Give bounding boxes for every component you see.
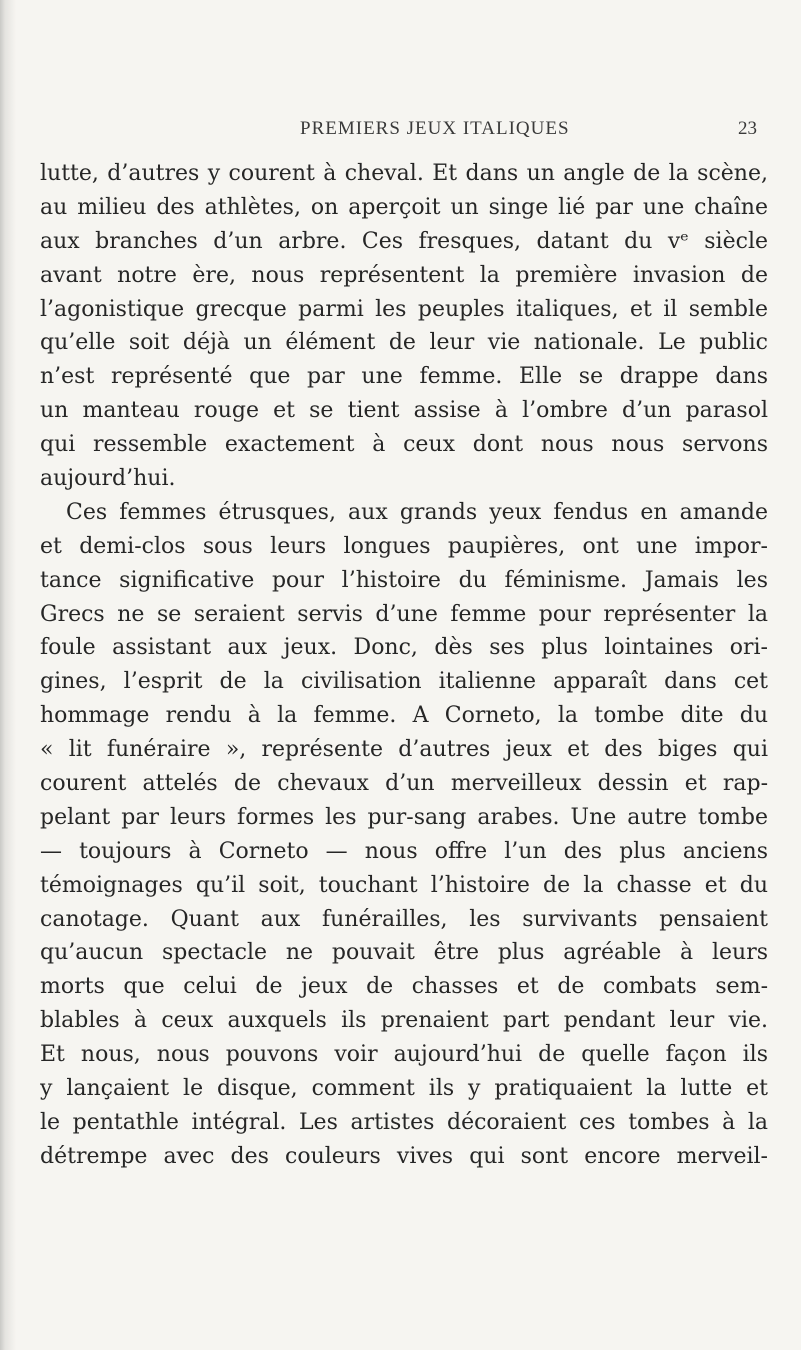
text-line: foule assistant aux jeux. Donc, dès ses plus lointaines ori- (40, 635, 768, 661)
body-text (40, 157, 768, 1174)
text-line: tance significative pour l’histoire du féminisme. Jamais les (40, 567, 768, 593)
text-line: n’est représenté que par une femme. Elle se drappe dans (40, 364, 768, 390)
text-line: « lit funéraire », représente d’autres jeux et des biges qui (40, 737, 768, 763)
text-line: courent attelés de chevaux d’un merveilleux dessin et rap- (40, 771, 768, 797)
text-line: blables à ceux auxquels ils prenaient part pendant leur vie. (40, 1008, 768, 1034)
running-head: PREMIERS JEUX ITALIQUES (300, 118, 570, 139)
page-number: 23 (738, 118, 757, 139)
text-line: un manteau rouge et se tient assise à l’ombre d’un parasol (40, 398, 768, 424)
text-line: lutte, d’autres y courent à cheval. Et dans un angle de la scène, (40, 161, 768, 186)
text-line: l’agonistique grecque parmi les peuples italiques, et il semble (40, 296, 768, 322)
text-line-paragraph-end: aujourd’hui. (40, 466, 176, 492)
text-line: gines, l’esprit de la civilisation italienne apparaît dans cet (40, 669, 768, 695)
text-line: avant notre ère, nous représentent la première invasion de (40, 262, 768, 288)
text-line-paragraph-start: Ces femmes étrusques, aux grands yeux fendus en amande (66, 499, 768, 525)
text-line: qui ressemble exactement à ceux dont nous nous servons (40, 432, 768, 458)
text-line: pelant par leurs formes les pur-sang arabes. Une autre tombe (40, 804, 768, 830)
text-line: au milieu des athlètes, on aperçoit un singe lié par une chaîne (40, 194, 768, 220)
page-header (0, 118, 801, 148)
text-line: et demi-clos sous leurs longues paupières, ont une impor- (40, 533, 768, 559)
text-line: canotage. Quant aux funérailles, les survivants pensaient (40, 906, 768, 932)
text-line: Grecs ne se seraient servis d’une femme pour représenter la (40, 601, 768, 627)
text-line: qu’aucun spectacle ne pouvait être plus agréable à leurs (40, 940, 768, 966)
text-line: Et nous, nous pouvons voir aujourd’hui de quelle façon ils (40, 1042, 768, 1068)
text-line: hommage rendu à la femme. A Corneto, la tombe dite du (40, 703, 768, 729)
text-line: témoignages qu’il soit, touchant l’histoire de la chasse et du (40, 872, 768, 898)
text-line: — toujours à Corneto — nous offre l’un des plus anciens (40, 838, 768, 864)
text-line: qu’elle soit déjà un élément de leur vie nationale. Le public (40, 330, 768, 356)
text-line: morts que celui de jeux de chasses et de combats sem- (40, 974, 768, 1000)
page-binding-edge (0, 0, 16, 1350)
text-line: le pentathle intégral. Les artistes décoraient ces tombes à la (40, 1109, 768, 1135)
text-line: détrempe avec des couleurs vives qui sont encore merveil- (40, 1143, 768, 1169)
text-line: y lançaient le disque, comment ils y pratiquaient la lutte et (40, 1076, 768, 1102)
text-line: aux branches d’un arbre. Ces fresques, datant du vᵉ siècle (40, 228, 768, 254)
